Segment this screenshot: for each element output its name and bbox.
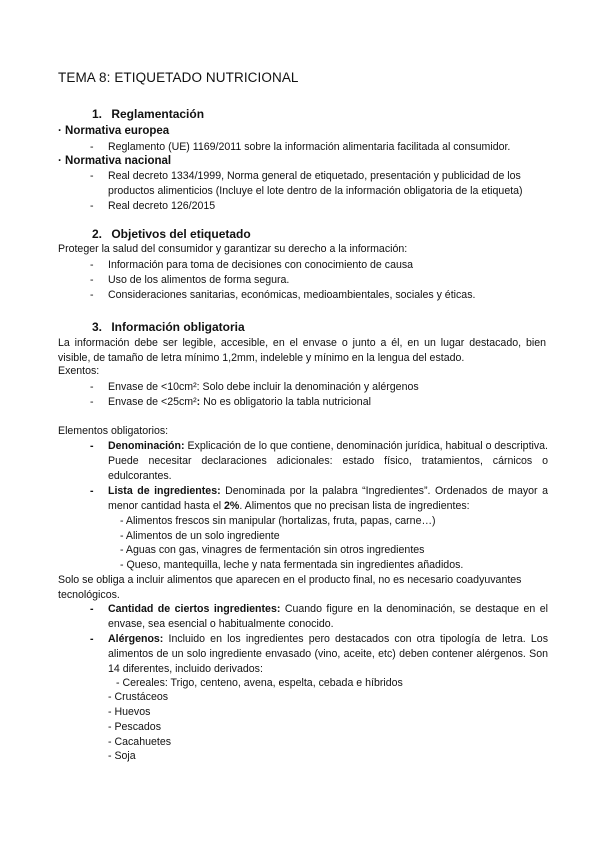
exentos-label: Exentos: xyxy=(58,365,100,377)
elementos-label: Elementos obligatorios: xyxy=(58,425,169,437)
list-item: - Alimentos de un solo ingrediente xyxy=(120,530,280,542)
list-item: - Queso, mantequilla, leche y nata fermentada sin ingredientes añadidos. xyxy=(120,559,464,571)
note-paragraph: Solo se obliga a incluir alimentos que aparecen en el producto final, no es necesario coadyuvantes tecnológicos. xyxy=(58,574,522,601)
list-item: - Pescados xyxy=(108,721,161,733)
section-1-title: Reglamentación xyxy=(111,107,205,121)
list-item: - Soja xyxy=(108,750,136,762)
section-3-intro: La información debe ser legible, accesible, en el envase o junto a él, en un lugar destacado, bien visible, de tamaño de letra mínimo 1,2mm, indeleble y mínimo en la lengua del estado. xyxy=(58,337,546,364)
list-item: - Huevos xyxy=(108,706,151,718)
normativa-nacional-label: · Normativa nacional xyxy=(58,155,172,167)
document-title: TEMA 8: ETIQUETADO NUTRICIONAL xyxy=(58,70,299,85)
list-item: - Cereales: Trigo, centeno, avena, espelta, cebada e híbridos xyxy=(116,677,403,689)
list-item: - Crustáceos xyxy=(108,691,169,703)
normativa-europea-label: · Normativa europea xyxy=(58,125,170,137)
section-2-heading: 2. Objetivos del etiquetado xyxy=(92,227,251,241)
section-2-intro: Proteger la salud del consumidor y garantizar su derecho a la información: xyxy=(58,243,408,255)
list-item: - Cacahuetes xyxy=(108,736,172,748)
list-item: - Aguas con gas, vinagres de fermentación sin otros ingredientes xyxy=(120,544,425,556)
section-1-number: 1. xyxy=(92,107,103,121)
section-1-heading xyxy=(92,107,204,122)
list-item: - Alimentos frescos sin manipular (hortalizas, fruta, papas, carne…) xyxy=(120,515,436,527)
section-3-heading: 3. Información obligatoria xyxy=(92,320,245,334)
